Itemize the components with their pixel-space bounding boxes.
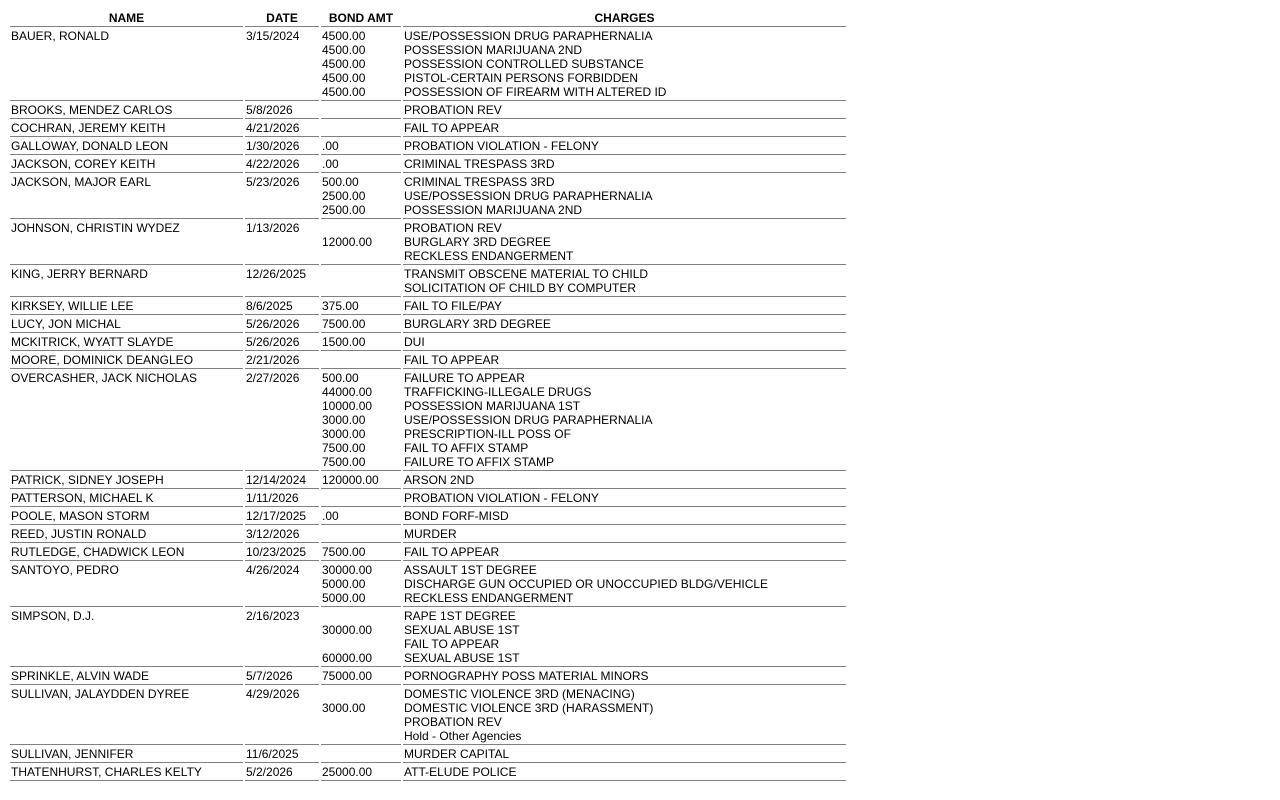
bond-amount: 3000.00 bbox=[322, 701, 366, 715]
charges-list bbox=[403, 101, 846, 119]
bond-amount: 4500.00 bbox=[322, 43, 366, 57]
charge-item: PROBATION REV bbox=[404, 103, 502, 117]
inmate-name: KIRKSEY, WILLIE LEE bbox=[10, 297, 243, 315]
charge-item: PROBATION REV bbox=[404, 221, 502, 235]
inmate-name: RUTLEDGE, CHADWICK LEON bbox=[10, 543, 243, 561]
charges-list bbox=[403, 315, 846, 333]
bond-amount: 2500.00 bbox=[322, 203, 366, 217]
charge-item: RECKLESS ENDANGERMENT bbox=[404, 591, 574, 605]
column-header-name: NAME bbox=[10, 8, 243, 27]
table-row bbox=[10, 369, 846, 471]
table-header bbox=[10, 8, 846, 27]
bond-amounts bbox=[321, 219, 401, 265]
bond-amounts bbox=[321, 333, 401, 351]
booking-date: 1/13/2026 bbox=[245, 219, 319, 265]
bond-amounts bbox=[321, 471, 401, 489]
charge-item: ATT-ELUDE POLICE bbox=[404, 765, 517, 779]
bond-amount bbox=[322, 221, 401, 235]
table-row bbox=[10, 173, 846, 219]
charge-item: BURGLARY 3RD DEGREE bbox=[404, 317, 551, 331]
bond-amount: .00 bbox=[322, 509, 339, 523]
table-row bbox=[10, 27, 846, 101]
charges-list bbox=[403, 507, 846, 525]
bond-amount: 12000.00 bbox=[322, 235, 373, 249]
bond-amount: 4500.00 bbox=[322, 85, 366, 99]
column-header-date: DATE bbox=[245, 8, 319, 27]
booking-date: 10/23/2025 bbox=[245, 543, 319, 561]
table-row bbox=[10, 297, 846, 315]
inmate-name: THATENHURST, CHARLES KELTY bbox=[10, 763, 243, 781]
charges-list bbox=[403, 27, 846, 101]
bond-amount: 2500.00 bbox=[322, 189, 366, 203]
charge-item: POSSESSION MARIJUANA 2ND bbox=[404, 43, 583, 57]
bond-amount: 44000.00 bbox=[322, 385, 373, 399]
bond-amounts bbox=[321, 315, 401, 333]
bond-amounts bbox=[321, 119, 401, 137]
booking-date: 4/26/2024 bbox=[245, 561, 319, 607]
table-row bbox=[10, 745, 846, 763]
bond-amounts bbox=[321, 745, 401, 763]
charge-item: POSSESSION MARIJUANA 2ND bbox=[404, 203, 583, 217]
bond-amount bbox=[322, 281, 401, 295]
table-row bbox=[10, 101, 846, 119]
inmate-name: JACKSON, MAJOR EARL bbox=[10, 173, 243, 219]
bond-amount: 7500.00 bbox=[322, 455, 366, 469]
table-row bbox=[10, 561, 846, 607]
inmate-name: OVERCASHER, JACK NICHOLAS bbox=[10, 369, 243, 471]
bond-amounts bbox=[321, 173, 401, 219]
charge-item: POSSESSION OF FIREARM WITH ALTERED ID bbox=[404, 85, 667, 99]
booking-date: 2/27/2026 bbox=[245, 369, 319, 471]
charges-list bbox=[403, 543, 846, 561]
bond-amount: 30000.00 bbox=[322, 563, 373, 577]
charges-list bbox=[403, 369, 846, 471]
charge-item: TRANSMIT OBSCENE MATERIAL TO CHILD bbox=[404, 267, 649, 281]
booking-date: 1/11/2026 bbox=[245, 489, 319, 507]
inmate-name: JACKSON, COREY KEITH bbox=[10, 155, 243, 173]
table-row bbox=[10, 155, 846, 173]
inmate-name: COCHRAN, JEREMY KEITH bbox=[10, 119, 243, 137]
inmate-name: JOHNSON, CHRISTIN WYDEZ bbox=[10, 219, 243, 265]
charge-item: USE/POSSESSION DRUG PARAPHERNALIA bbox=[404, 413, 653, 427]
inmate-name: POOLE, MASON STORM bbox=[10, 507, 243, 525]
booking-date: 5/23/2026 bbox=[245, 173, 319, 219]
bond-amounts bbox=[321, 507, 401, 525]
bond-amounts bbox=[321, 27, 401, 101]
bond-amounts bbox=[321, 351, 401, 369]
booking-date: 11/6/2025 bbox=[245, 745, 319, 763]
bond-amount: 7500.00 bbox=[322, 545, 366, 559]
inmate-name: MCKITRICK, WYATT SLAYDE bbox=[10, 333, 243, 351]
charge-item: ARSON 2ND bbox=[404, 473, 475, 487]
charges-list bbox=[403, 351, 846, 369]
charge-item: SEXUAL ABUSE 1ST bbox=[404, 651, 520, 665]
booking-date: 5/8/2026 bbox=[245, 101, 319, 119]
bond-amount bbox=[322, 609, 401, 623]
charge-item: Hold - Other Agencies bbox=[404, 729, 522, 743]
booking-date: 12/17/2025 bbox=[245, 507, 319, 525]
inmate-name: GALLOWAY, DONALD LEON bbox=[10, 137, 243, 155]
charge-item: CRIMINAL TRESPASS 3RD bbox=[404, 175, 555, 189]
charge-item: PISTOL-CERTAIN PERSONS FORBIDDEN bbox=[404, 71, 639, 85]
table-row bbox=[10, 507, 846, 525]
bond-amounts bbox=[321, 525, 401, 543]
booking-date: 1/30/2026 bbox=[245, 137, 319, 155]
charges-list bbox=[403, 525, 846, 543]
inmate-name: SIMPSON, D.J. bbox=[10, 607, 243, 667]
table-row bbox=[10, 667, 846, 685]
charge-item: FAIL TO APPEAR bbox=[404, 545, 500, 559]
table-row bbox=[10, 315, 846, 333]
charges-list bbox=[403, 607, 846, 667]
charge-item: PROBATION VIOLATION - FELONY bbox=[404, 139, 599, 153]
charge-item: DISCHARGE GUN OCCUPIED OR UNOCCUPIED BLDG/VEHICLE bbox=[404, 577, 769, 591]
booking-date: 4/22/2026 bbox=[245, 155, 319, 173]
bond-amount: 7500.00 bbox=[322, 317, 366, 331]
bond-amounts bbox=[321, 763, 401, 781]
charges-list bbox=[403, 137, 846, 155]
bond-amount bbox=[322, 687, 401, 701]
bond-amounts bbox=[321, 607, 401, 667]
inmate-name: SANTOYO, PEDRO bbox=[10, 561, 243, 607]
charge-item: SOLICITATION OF CHILD BY COMPUTER bbox=[404, 281, 637, 295]
inmate-name: PATRICK, SIDNEY JOSEPH bbox=[10, 471, 243, 489]
charge-item: BURGLARY 3RD DEGREE bbox=[404, 235, 551, 249]
bond-amount: 25000.00 bbox=[322, 765, 373, 779]
inmate-name: SULLIVAN, JENNIFER bbox=[10, 745, 243, 763]
charge-item: USE/POSSESSION DRUG PARAPHERNALIA bbox=[404, 29, 653, 43]
charge-item: RAPE 1ST DEGREE bbox=[404, 609, 516, 623]
charges-list bbox=[403, 155, 846, 173]
inmate-name: SULLIVAN, JALAYDDEN DYREE bbox=[10, 685, 243, 745]
charge-item: DUI bbox=[404, 335, 425, 349]
bond-amounts bbox=[321, 265, 401, 297]
bond-amount bbox=[322, 491, 401, 505]
table-row bbox=[10, 489, 846, 507]
charges-list bbox=[403, 667, 846, 685]
bond-amount bbox=[322, 353, 401, 367]
charge-item: POSSESSION MARIJUANA 1ST bbox=[404, 399, 581, 413]
bond-amounts bbox=[321, 667, 401, 685]
table-row bbox=[10, 119, 846, 137]
charge-item: PRESCRIPTION-ILL POSS OF bbox=[404, 427, 571, 441]
bond-amount bbox=[322, 729, 401, 743]
charges-list bbox=[403, 297, 846, 315]
bond-amounts bbox=[321, 101, 401, 119]
charge-item: FAIL TO APPEAR bbox=[404, 121, 500, 135]
table-body bbox=[10, 27, 846, 781]
charge-item: MURDER bbox=[404, 527, 457, 541]
inmate-name: MOORE, DOMINICK DEANGLEO bbox=[10, 351, 243, 369]
charges-list bbox=[403, 489, 846, 507]
table-row bbox=[10, 543, 846, 561]
bond-amounts bbox=[321, 685, 401, 745]
bond-amount: 5000.00 bbox=[322, 591, 366, 605]
charge-item: POSSESSION CONTROLLED SUBSTANCE bbox=[404, 57, 644, 71]
charge-item: PROBATION REV bbox=[404, 715, 502, 729]
bond-amount bbox=[322, 715, 401, 729]
bond-amount bbox=[322, 103, 401, 117]
charges-list bbox=[403, 333, 846, 351]
bond-amount: 120000.00 bbox=[322, 473, 379, 487]
header-row bbox=[10, 8, 846, 27]
charges-list bbox=[403, 745, 846, 763]
inmate-name: BAUER, RONALD bbox=[10, 27, 243, 101]
booking-date: 5/2/2026 bbox=[245, 763, 319, 781]
table-row bbox=[10, 219, 846, 265]
charge-item: CRIMINAL TRESPASS 3RD bbox=[404, 157, 555, 171]
bond-amount: 4500.00 bbox=[322, 57, 366, 71]
inmate-name: REED, JUSTIN RONALD bbox=[10, 525, 243, 543]
booking-date: 5/26/2026 bbox=[245, 315, 319, 333]
inmate-name: PATTERSON, MICHAEL K bbox=[10, 489, 243, 507]
inmate-name: KING, JERRY BERNARD bbox=[10, 265, 243, 297]
inmate-name: SPRINKLE, ALVIN WADE bbox=[10, 667, 243, 685]
charge-item: FAIL TO AFFIX STAMP bbox=[404, 441, 529, 455]
booking-date: 3/12/2026 bbox=[245, 525, 319, 543]
bond-amount: 4500.00 bbox=[322, 29, 366, 43]
charges-list bbox=[403, 763, 846, 781]
charges-list bbox=[403, 561, 846, 607]
bond-amounts bbox=[321, 369, 401, 471]
charge-item: MURDER CAPITAL bbox=[404, 747, 510, 761]
charge-item: DOMESTIC VIOLENCE 3RD (MENACING) bbox=[404, 687, 635, 701]
bond-amount bbox=[322, 249, 401, 263]
bond-amount bbox=[322, 527, 401, 541]
table-row bbox=[10, 333, 846, 351]
inmate-name: LUCY, JON MICHAL bbox=[10, 315, 243, 333]
bond-amount: 1500.00 bbox=[322, 335, 366, 349]
bond-amounts bbox=[321, 155, 401, 173]
booking-date: 2/21/2026 bbox=[245, 351, 319, 369]
bond-amounts bbox=[321, 297, 401, 315]
bond-amount: 3000.00 bbox=[322, 413, 366, 427]
charge-item: TRAFFICKING-ILLEGALE DRUGS bbox=[404, 385, 592, 399]
charge-item: SEXUAL ABUSE 1ST bbox=[404, 623, 520, 637]
table-row bbox=[10, 525, 846, 543]
charge-item: PORNOGRAPHY POSS MATERIAL MINORS bbox=[404, 669, 649, 683]
bond-amount: .00 bbox=[322, 157, 339, 171]
bond-amount: 500.00 bbox=[322, 175, 359, 189]
bond-amount: 75000.00 bbox=[322, 669, 373, 683]
bond-amount bbox=[322, 747, 401, 761]
charges-list bbox=[403, 265, 846, 297]
bond-amount bbox=[322, 121, 401, 135]
bond-amount: 3000.00 bbox=[322, 427, 366, 441]
table-row bbox=[10, 607, 846, 667]
table-row bbox=[10, 351, 846, 369]
booking-date: 4/29/2026 bbox=[245, 685, 319, 745]
booking-date: 12/14/2024 bbox=[245, 471, 319, 489]
inmate-roster-table bbox=[8, 8, 848, 781]
bond-amount bbox=[322, 267, 401, 281]
table-row bbox=[10, 685, 846, 745]
charges-list bbox=[403, 219, 846, 265]
charge-item: ASSAULT 1ST DEGREE bbox=[404, 563, 537, 577]
bond-amount: 30000.00 bbox=[322, 623, 373, 637]
bond-amounts bbox=[321, 561, 401, 607]
charge-item: FAILURE TO AFFIX STAMP bbox=[404, 455, 555, 469]
charge-item: DOMESTIC VIOLENCE 3RD (HARASSMENT) bbox=[404, 701, 654, 715]
bond-amount bbox=[322, 637, 401, 651]
column-header-charges: CHARGES bbox=[403, 8, 846, 27]
charges-list bbox=[403, 119, 846, 137]
table-row bbox=[10, 763, 846, 781]
bond-amounts bbox=[321, 489, 401, 507]
charges-list bbox=[403, 173, 846, 219]
bond-amount: .00 bbox=[322, 139, 339, 153]
table-row bbox=[10, 265, 846, 297]
inmate-name: BROOKS, MENDEZ CARLOS bbox=[10, 101, 243, 119]
booking-date: 5/7/2026 bbox=[245, 667, 319, 685]
charge-item: FAIL TO APPEAR bbox=[404, 637, 500, 651]
charges-list bbox=[403, 685, 846, 745]
booking-date: 2/16/2023 bbox=[245, 607, 319, 667]
booking-date: 5/26/2026 bbox=[245, 333, 319, 351]
bond-amount: 5000.00 bbox=[322, 577, 366, 591]
bond-amount: 375.00 bbox=[322, 299, 359, 313]
booking-date: 8/6/2025 bbox=[245, 297, 319, 315]
charge-item: FAILURE TO APPEAR bbox=[404, 371, 525, 385]
bond-amounts bbox=[321, 137, 401, 155]
bond-amounts bbox=[321, 543, 401, 561]
charge-item: PROBATION VIOLATION - FELONY bbox=[404, 491, 599, 505]
table-row bbox=[10, 137, 846, 155]
booking-date: 3/15/2024 bbox=[245, 27, 319, 101]
bond-amount: 10000.00 bbox=[322, 399, 373, 413]
booking-date: 4/21/2026 bbox=[245, 119, 319, 137]
booking-date: 12/26/2025 bbox=[245, 265, 319, 297]
bond-amount: 4500.00 bbox=[322, 71, 366, 85]
charge-item: FAIL TO APPEAR bbox=[404, 353, 500, 367]
bond-amount: 7500.00 bbox=[322, 441, 366, 455]
charge-item: USE/POSSESSION DRUG PARAPHERNALIA bbox=[404, 189, 653, 203]
charges-list bbox=[403, 471, 846, 489]
charge-item: RECKLESS ENDANGERMENT bbox=[404, 249, 574, 263]
charge-item: FAIL TO FILE/PAY bbox=[404, 299, 503, 313]
bond-amount: 500.00 bbox=[322, 371, 359, 385]
column-header-bond: BOND AMT bbox=[321, 8, 401, 27]
table-row bbox=[10, 471, 846, 489]
bond-amount: 60000.00 bbox=[322, 651, 373, 665]
charge-item: BOND FORF-MISD bbox=[404, 509, 509, 523]
